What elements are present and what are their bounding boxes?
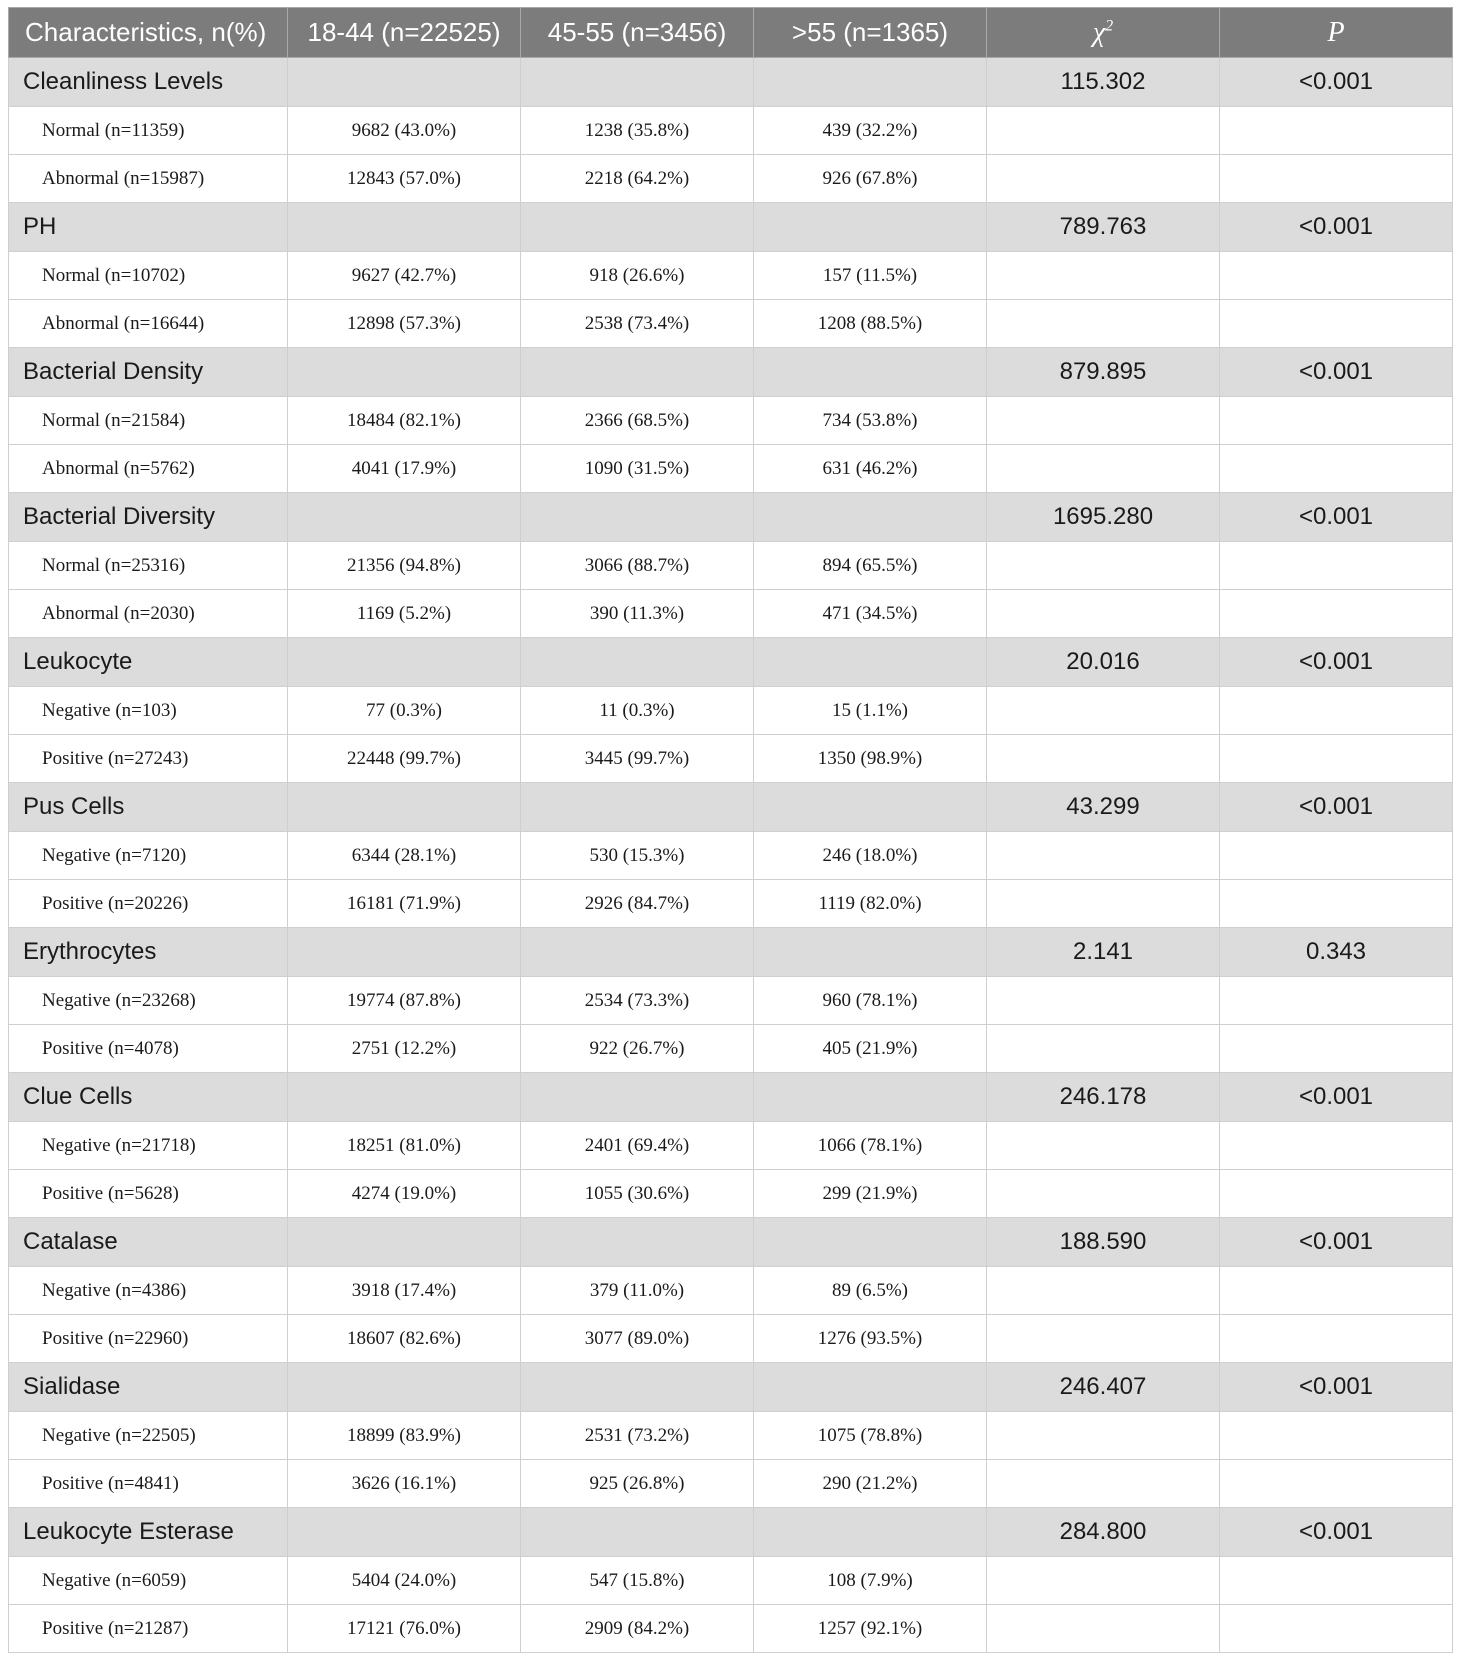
p-value: <0.001 (1220, 1363, 1453, 1412)
subgroup-label: Negative (n=7120) (9, 832, 288, 880)
value-group-45-55: 2366 (68.5%) (521, 397, 754, 445)
p-value: <0.001 (1220, 348, 1453, 397)
empty-cell (288, 1218, 521, 1267)
table-row (9, 735, 1453, 783)
table-row (9, 155, 1453, 203)
subgroup-label: Positive (n=22960) (9, 1315, 288, 1363)
value-group-18-44: 77 (0.3%) (288, 687, 521, 735)
value-group-45-55: 2534 (73.3%) (521, 977, 754, 1025)
category-name: PH (9, 203, 288, 252)
table-row (9, 1170, 1453, 1218)
empty-cell (1220, 1412, 1453, 1460)
empty-cell (754, 783, 987, 832)
value-group-over-55: 926 (67.8%) (754, 155, 987, 203)
p-value: <0.001 (1220, 1218, 1453, 1267)
empty-cell (521, 783, 754, 832)
category-name: Leukocyte (9, 638, 288, 687)
empty-cell (1220, 542, 1453, 590)
p-value: <0.001 (1220, 1508, 1453, 1557)
value-group-18-44: 4041 (17.9%) (288, 445, 521, 493)
p-value: <0.001 (1220, 203, 1453, 252)
category-row (9, 203, 1453, 252)
subgroup-label: Positive (n=5628) (9, 1170, 288, 1218)
value-group-over-55: 1066 (78.1%) (754, 1122, 987, 1170)
chi-square-value: 246.407 (987, 1363, 1220, 1412)
value-group-over-55: 405 (21.9%) (754, 1025, 987, 1073)
chi-square-value: 2.141 (987, 928, 1220, 977)
empty-cell (754, 1508, 987, 1557)
category-name: Catalase (9, 1218, 288, 1267)
table-row (9, 1025, 1453, 1073)
category-name: Sialidase (9, 1363, 288, 1412)
header-group-over-55: >55 (n=1365) (754, 8, 987, 58)
empty-cell (987, 397, 1220, 445)
chi-square-value: 284.800 (987, 1508, 1220, 1557)
value-group-18-44: 12898 (57.3%) (288, 300, 521, 348)
table-row (9, 1267, 1453, 1315)
category-row (9, 1363, 1453, 1412)
table-row (9, 1315, 1453, 1363)
empty-cell (754, 1073, 987, 1122)
empty-cell (521, 493, 754, 542)
category-name: Cleanliness Levels (9, 58, 288, 107)
subgroup-label: Negative (n=103) (9, 687, 288, 735)
empty-cell (288, 928, 521, 977)
table-row (9, 107, 1453, 155)
value-group-18-44: 17121 (76.0%) (288, 1605, 521, 1653)
category-row (9, 1508, 1453, 1557)
value-group-over-55: 1208 (88.5%) (754, 300, 987, 348)
empty-cell (987, 832, 1220, 880)
empty-cell (754, 928, 987, 977)
empty-cell (987, 107, 1220, 155)
table-row (9, 397, 1453, 445)
value-group-over-55: 157 (11.5%) (754, 252, 987, 300)
empty-cell (987, 1412, 1220, 1460)
empty-cell (521, 1363, 754, 1412)
table-row (9, 977, 1453, 1025)
chi-square-value: 246.178 (987, 1073, 1220, 1122)
value-group-18-44: 9682 (43.0%) (288, 107, 521, 155)
value-group-45-55: 3066 (88.7%) (521, 542, 754, 590)
category-name: Leukocyte Esterase (9, 1508, 288, 1557)
value-group-45-55: 547 (15.8%) (521, 1557, 754, 1605)
chi-square-value: 188.590 (987, 1218, 1220, 1267)
empty-cell (987, 542, 1220, 590)
empty-cell (987, 252, 1220, 300)
category-row (9, 58, 1453, 107)
value-group-over-55: 1257 (92.1%) (754, 1605, 987, 1653)
subgroup-label: Negative (n=4386) (9, 1267, 288, 1315)
value-group-45-55: 922 (26.7%) (521, 1025, 754, 1073)
empty-cell (754, 58, 987, 107)
subgroup-label: Normal (n=25316) (9, 542, 288, 590)
value-group-45-55: 1090 (31.5%) (521, 445, 754, 493)
table-row (9, 687, 1453, 735)
value-group-18-44: 16181 (71.9%) (288, 880, 521, 928)
value-group-45-55: 530 (15.3%) (521, 832, 754, 880)
empty-cell (521, 638, 754, 687)
value-group-18-44: 5404 (24.0%) (288, 1557, 521, 1605)
value-group-45-55: 925 (26.8%) (521, 1460, 754, 1508)
empty-cell (1220, 880, 1453, 928)
empty-cell (987, 1557, 1220, 1605)
value-group-18-44: 21356 (94.8%) (288, 542, 521, 590)
table-body (9, 58, 1453, 1653)
empty-cell (1220, 1170, 1453, 1218)
value-group-over-55: 471 (34.5%) (754, 590, 987, 638)
value-group-45-55: 918 (26.6%) (521, 252, 754, 300)
chi-square-value: 879.895 (987, 348, 1220, 397)
value-group-18-44: 18251 (81.0%) (288, 1122, 521, 1170)
value-group-over-55: 1075 (78.8%) (754, 1412, 987, 1460)
value-group-18-44: 22448 (99.7%) (288, 735, 521, 783)
header-chi-square (987, 8, 1220, 58)
empty-cell (1220, 397, 1453, 445)
p-value: <0.001 (1220, 493, 1453, 542)
value-group-18-44: 6344 (28.1%) (288, 832, 521, 880)
subgroup-label: Abnormal (n=2030) (9, 590, 288, 638)
empty-cell (521, 1508, 754, 1557)
p-value: 0.343 (1220, 928, 1453, 977)
value-group-45-55: 2538 (73.4%) (521, 300, 754, 348)
chi-square-value: 115.302 (987, 58, 1220, 107)
empty-cell (987, 977, 1220, 1025)
subgroup-label: Positive (n=4078) (9, 1025, 288, 1073)
subgroup-label: Positive (n=4841) (9, 1460, 288, 1508)
empty-cell (521, 203, 754, 252)
subgroup-label: Abnormal (n=5762) (9, 445, 288, 493)
empty-cell (1220, 1460, 1453, 1508)
empty-cell (521, 348, 754, 397)
subgroup-label: Positive (n=27243) (9, 735, 288, 783)
value-group-45-55: 3445 (99.7%) (521, 735, 754, 783)
table-row (9, 880, 1453, 928)
table-row (9, 1122, 1453, 1170)
empty-cell (521, 1073, 754, 1122)
subgroup-label: Normal (n=11359) (9, 107, 288, 155)
empty-cell (987, 1315, 1220, 1363)
value-group-45-55: 1238 (35.8%) (521, 107, 754, 155)
empty-cell (1220, 832, 1453, 880)
empty-cell (288, 203, 521, 252)
empty-cell (1220, 1122, 1453, 1170)
value-group-over-55: 299 (21.9%) (754, 1170, 987, 1218)
empty-cell (987, 300, 1220, 348)
header-characteristics: Characteristics, n(%) (9, 8, 288, 58)
table-row (9, 1557, 1453, 1605)
value-group-over-55: 1350 (98.9%) (754, 735, 987, 783)
category-name: Erythrocytes (9, 928, 288, 977)
category-row (9, 638, 1453, 687)
category-row (9, 493, 1453, 542)
empty-cell (754, 203, 987, 252)
value-group-18-44: 2751 (12.2%) (288, 1025, 521, 1073)
value-group-over-55: 15 (1.1%) (754, 687, 987, 735)
value-group-over-55: 894 (65.5%) (754, 542, 987, 590)
empty-cell (1220, 735, 1453, 783)
value-group-45-55: 2531 (73.2%) (521, 1412, 754, 1460)
empty-cell (754, 348, 987, 397)
empty-cell (987, 1122, 1220, 1170)
empty-cell (521, 928, 754, 977)
empty-cell (754, 493, 987, 542)
empty-cell (1220, 1605, 1453, 1653)
subgroup-label: Abnormal (n=16644) (9, 300, 288, 348)
category-row (9, 348, 1453, 397)
value-group-18-44: 9627 (42.7%) (288, 252, 521, 300)
p-value: <0.001 (1220, 58, 1453, 107)
table-row (9, 832, 1453, 880)
empty-cell (288, 1073, 521, 1122)
subgroup-label: Negative (n=21718) (9, 1122, 288, 1170)
header-p-value: P (1220, 8, 1453, 58)
value-group-45-55: 390 (11.3%) (521, 590, 754, 638)
empty-cell (288, 58, 521, 107)
value-group-45-55: 11 (0.3%) (521, 687, 754, 735)
table-row (9, 590, 1453, 638)
p-value: <0.001 (1220, 1073, 1453, 1122)
subgroup-label: Normal (n=10702) (9, 252, 288, 300)
chi-superscript: 2 (1105, 17, 1114, 35)
empty-cell (521, 58, 754, 107)
empty-cell (288, 1363, 521, 1412)
value-group-over-55: 89 (6.5%) (754, 1267, 987, 1315)
value-group-18-44: 3918 (17.4%) (288, 1267, 521, 1315)
header-row (9, 8, 1453, 58)
table-row (9, 1460, 1453, 1508)
subgroup-label: Negative (n=22505) (9, 1412, 288, 1460)
empty-cell (1220, 590, 1453, 638)
header-group-45-55: 45-55 (n=3456) (521, 8, 754, 58)
value-group-18-44: 18607 (82.6%) (288, 1315, 521, 1363)
value-group-18-44: 1169 (5.2%) (288, 590, 521, 638)
value-group-over-55: 960 (78.1%) (754, 977, 987, 1025)
empty-cell (987, 445, 1220, 493)
empty-cell (1220, 977, 1453, 1025)
value-group-18-44: 19774 (87.8%) (288, 977, 521, 1025)
empty-cell (1220, 1315, 1453, 1363)
empty-cell (288, 1508, 521, 1557)
category-name: Clue Cells (9, 1073, 288, 1122)
subgroup-label: Abnormal (n=15987) (9, 155, 288, 203)
value-group-18-44: 3626 (16.1%) (288, 1460, 521, 1508)
empty-cell (1220, 1557, 1453, 1605)
category-row (9, 783, 1453, 832)
empty-cell (754, 638, 987, 687)
header-group-18-44: 18-44 (n=22525) (288, 8, 521, 58)
empty-cell (987, 735, 1220, 783)
chi-square-value: 789.763 (987, 203, 1220, 252)
value-group-over-55: 108 (7.9%) (754, 1557, 987, 1605)
table-row (9, 252, 1453, 300)
subgroup-label: Positive (n=20226) (9, 880, 288, 928)
empty-cell (987, 590, 1220, 638)
characteristics-table (8, 7, 1453, 1653)
chi-square-value: 20.016 (987, 638, 1220, 687)
value-group-45-55: 2926 (84.7%) (521, 880, 754, 928)
value-group-over-55: 1276 (93.5%) (754, 1315, 987, 1363)
value-group-18-44: 12843 (57.0%) (288, 155, 521, 203)
empty-cell (1220, 687, 1453, 735)
table-header (9, 8, 1453, 58)
empty-cell (987, 1267, 1220, 1315)
empty-cell (987, 1605, 1220, 1653)
p-value: <0.001 (1220, 783, 1453, 832)
empty-cell (288, 638, 521, 687)
empty-cell (987, 880, 1220, 928)
value-group-45-55: 2401 (69.4%) (521, 1122, 754, 1170)
empty-cell (987, 1460, 1220, 1508)
chi-square-value: 1695.280 (987, 493, 1220, 542)
table-row (9, 1605, 1453, 1653)
subgroup-label: Negative (n=6059) (9, 1557, 288, 1605)
empty-cell (987, 687, 1220, 735)
value-group-45-55: 379 (11.0%) (521, 1267, 754, 1315)
empty-cell (987, 1170, 1220, 1218)
empty-cell (1220, 300, 1453, 348)
category-name: Pus Cells (9, 783, 288, 832)
value-group-18-44: 18899 (83.9%) (288, 1412, 521, 1460)
value-group-18-44: 4274 (19.0%) (288, 1170, 521, 1218)
subgroup-label: Positive (n=21287) (9, 1605, 288, 1653)
value-group-over-55: 734 (53.8%) (754, 397, 987, 445)
chi-square-value: 43.299 (987, 783, 1220, 832)
empty-cell (987, 1025, 1220, 1073)
empty-cell (754, 1218, 987, 1267)
empty-cell (1220, 252, 1453, 300)
value-group-over-55: 439 (32.2%) (754, 107, 987, 155)
empty-cell (521, 1218, 754, 1267)
subgroup-label: Negative (n=23268) (9, 977, 288, 1025)
empty-cell (1220, 155, 1453, 203)
category-row (9, 928, 1453, 977)
empty-cell (288, 493, 521, 542)
empty-cell (987, 155, 1220, 203)
empty-cell (1220, 107, 1453, 155)
empty-cell (1220, 1025, 1453, 1073)
value-group-over-55: 290 (21.2%) (754, 1460, 987, 1508)
value-group-45-55: 2909 (84.2%) (521, 1605, 754, 1653)
value-group-over-55: 631 (46.2%) (754, 445, 987, 493)
value-group-45-55: 1055 (30.6%) (521, 1170, 754, 1218)
category-name: Bacterial Density (9, 348, 288, 397)
value-group-45-55: 3077 (89.0%) (521, 1315, 754, 1363)
value-group-over-55: 246 (18.0%) (754, 832, 987, 880)
category-row (9, 1073, 1453, 1122)
subgroup-label: Normal (n=21584) (9, 397, 288, 445)
table-row (9, 542, 1453, 590)
empty-cell (1220, 1267, 1453, 1315)
value-group-over-55: 1119 (82.0%) (754, 880, 987, 928)
category-name: Bacterial Diversity (9, 493, 288, 542)
value-group-45-55: 2218 (64.2%) (521, 155, 754, 203)
empty-cell (754, 1363, 987, 1412)
table-row (9, 300, 1453, 348)
category-row (9, 1218, 1453, 1267)
value-group-18-44: 18484 (82.1%) (288, 397, 521, 445)
empty-cell (1220, 445, 1453, 493)
table-row (9, 445, 1453, 493)
p-value: <0.001 (1220, 638, 1453, 687)
chi-symbol: χ (1092, 16, 1106, 48)
empty-cell (288, 348, 521, 397)
empty-cell (288, 783, 521, 832)
table-row (9, 1412, 1453, 1460)
